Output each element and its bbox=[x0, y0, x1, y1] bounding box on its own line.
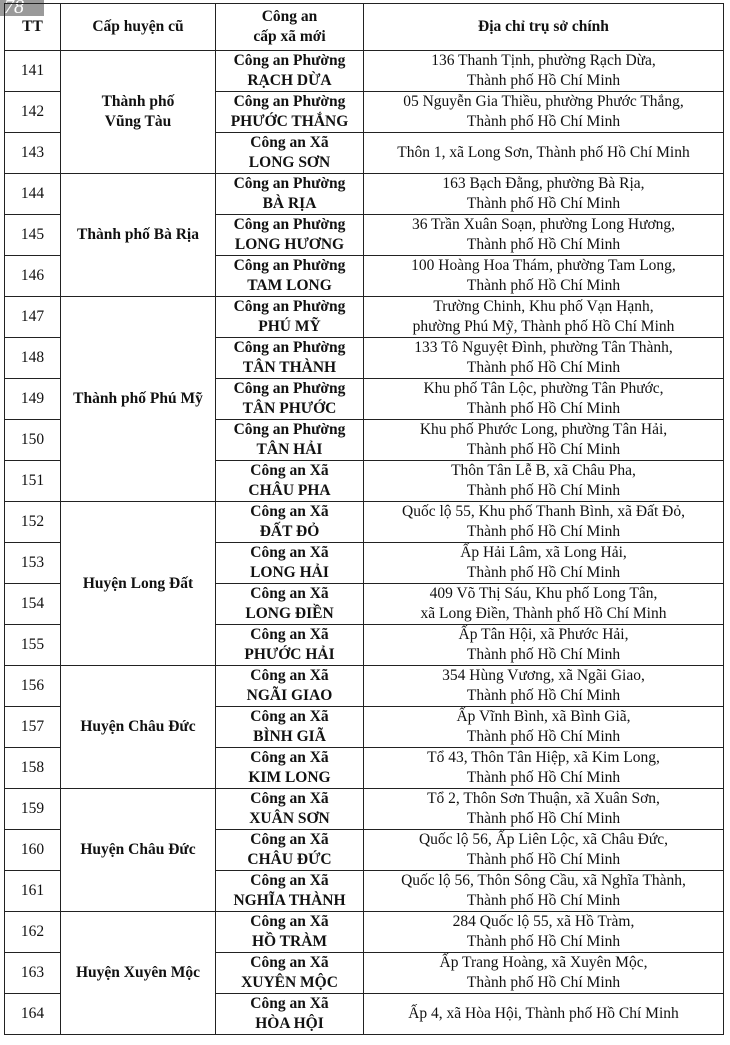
police-unit-name: TÂN THÀNH bbox=[242, 359, 337, 376]
row-number: 162 bbox=[5, 912, 61, 953]
police-unit-name: LONG ĐIỀN bbox=[245, 605, 334, 622]
police-unit-name: LONG SƠN bbox=[248, 154, 331, 171]
table-row bbox=[5, 174, 724, 215]
new-police-cell bbox=[216, 51, 364, 92]
new-police-cell bbox=[216, 789, 364, 830]
address-cell bbox=[364, 420, 724, 461]
address-line: Thành phố Hồ Chí Minh bbox=[466, 195, 621, 212]
address-line: Ấp Hải Lâm, xã Long Hải, bbox=[460, 544, 627, 561]
new-police-cell bbox=[216, 543, 364, 584]
address-line: phường Phú Mỹ, Thành phố Hồ Chí Minh bbox=[412, 318, 675, 335]
page-number: 78 bbox=[0, 0, 44, 16]
address-line: Ấp Tân Hội, xã Phước Hải, bbox=[458, 626, 629, 643]
police-unit-type: Công an Xã bbox=[250, 585, 329, 602]
address-line: 163 Bạch Đằng, phường Bà Rịa, bbox=[442, 175, 645, 192]
address-line: Khu phố Tân Lộc, phường Tân Phước, bbox=[423, 380, 664, 397]
address-line: xã Long Điền, Thành phố Hồ Chí Minh bbox=[420, 605, 667, 622]
address-line: Ấp Trang Hoàng, xã Xuyên Mộc, bbox=[439, 954, 648, 971]
address-line: Thành phố Hồ Chí Minh bbox=[466, 523, 621, 540]
police-unit-type: Công an Xã bbox=[250, 503, 329, 520]
address-line: Thành phố Hồ Chí Minh bbox=[466, 359, 621, 376]
address-line: Thành phố Hồ Chí Minh bbox=[466, 646, 621, 663]
police-unit-name: CHÂU ĐỨC bbox=[247, 851, 332, 868]
address-cell bbox=[364, 379, 724, 420]
police-unit-type: Công an Phường bbox=[233, 298, 346, 315]
address-cell bbox=[364, 912, 724, 953]
address-line: 133 Tô Nguyệt Đình, phường Tân Thành, bbox=[414, 339, 673, 356]
police-unit-type: Công an Xã bbox=[250, 667, 329, 684]
address-cell bbox=[364, 256, 724, 297]
police-unit-type: Công an Phường bbox=[233, 257, 346, 274]
row-number: 154 bbox=[5, 584, 61, 625]
address-cell bbox=[364, 133, 724, 174]
address-line: 136 Thanh Tịnh, phường Rạch Dừa, bbox=[431, 52, 656, 69]
old-district-line: Vũng Tàu bbox=[104, 113, 172, 130]
address-cell bbox=[364, 625, 724, 666]
police-unit-type: Công an Xã bbox=[250, 831, 329, 848]
row-number: 164 bbox=[5, 994, 61, 1035]
address-line: Thôn 1, xã Long Sơn, Thành phố Hồ Chí Minh bbox=[397, 144, 690, 161]
police-unit-type: Công an Xã bbox=[250, 462, 329, 479]
police-unit-name: ĐẤT ĐỎ bbox=[259, 523, 320, 540]
address-line: Thành phố Hồ Chí Minh bbox=[466, 113, 621, 130]
address-line: Thành phố Hồ Chí Minh bbox=[466, 72, 621, 89]
police-unit-name: PHÚ MỸ bbox=[258, 318, 321, 335]
address-cell bbox=[364, 502, 724, 543]
row-number: 142 bbox=[5, 92, 61, 133]
row-number: 155 bbox=[5, 625, 61, 666]
police-unit-type: Công an Xã bbox=[250, 995, 329, 1012]
address-line: 100 Hoàng Hoa Thám, phường Tam Long, bbox=[411, 257, 676, 274]
police-unit-name: TÂN PHƯỚC bbox=[242, 400, 337, 417]
header-address: Địa chỉ trụ sở chính bbox=[364, 4, 724, 51]
row-number: 151 bbox=[5, 461, 61, 502]
police-unit-name: BÌNH GIÃ bbox=[253, 728, 326, 745]
address-line: 05 Nguyễn Gia Thiều, phường Phước Thắng, bbox=[403, 93, 684, 110]
police-unit-type: Công an Phường bbox=[233, 421, 346, 438]
police-unit-type: Công an Xã bbox=[250, 134, 329, 151]
address-cell bbox=[364, 461, 724, 502]
address-line: 284 Quốc lộ 55, xã Hồ Tràm, bbox=[452, 913, 635, 930]
table-row bbox=[5, 51, 724, 92]
new-police-cell bbox=[216, 133, 364, 174]
new-police-cell bbox=[216, 215, 364, 256]
row-number: 152 bbox=[5, 502, 61, 543]
police-unit-name: RẠCH DỪA bbox=[247, 72, 332, 89]
new-police-cell bbox=[216, 92, 364, 133]
address-line: Thành phố Hồ Chí Minh bbox=[466, 236, 621, 253]
old-district-cell bbox=[61, 174, 216, 297]
police-unit-type: Công an Xã bbox=[250, 954, 329, 971]
address-line: Thôn Tân Lễ B, xã Châu Pha, bbox=[451, 462, 636, 479]
address-cell bbox=[364, 584, 724, 625]
address-cell bbox=[364, 174, 724, 215]
new-police-cell bbox=[216, 994, 364, 1035]
address-line: Thành phố Hồ Chí Minh bbox=[466, 974, 621, 991]
new-police-cell bbox=[216, 666, 364, 707]
row-number: 158 bbox=[5, 748, 61, 789]
new-police-cell bbox=[216, 502, 364, 543]
row-number: 148 bbox=[5, 338, 61, 379]
police-unit-name: PHƯỚC THẮNG bbox=[230, 113, 349, 130]
police-unit-type: Công an Phường bbox=[233, 339, 346, 356]
old-district-cell bbox=[61, 297, 216, 502]
new-police-cell bbox=[216, 748, 364, 789]
new-police-cell bbox=[216, 584, 364, 625]
police-unit-name: CHÂU PHA bbox=[248, 482, 331, 499]
police-unit-name: LONG HƯƠNG bbox=[234, 236, 345, 253]
table-body bbox=[5, 51, 724, 1035]
address-line: Thành phố Hồ Chí Minh bbox=[466, 769, 621, 786]
address-cell bbox=[364, 666, 724, 707]
header-old-district: Cấp huyện cũ bbox=[61, 4, 216, 51]
address-line: Quốc lộ 56, Thôn Sông Cầu, xã Nghĩa Thành, bbox=[401, 872, 686, 889]
header-new-police-line: cấp xã mới bbox=[253, 28, 326, 45]
police-unit-type: Công an Phường bbox=[233, 93, 346, 110]
new-police-cell bbox=[216, 625, 364, 666]
new-police-cell bbox=[216, 379, 364, 420]
address-line: Tổ 43, Thôn Tân Hiệp, xã Kim Long, bbox=[427, 749, 660, 766]
police-unit-name: PHƯỚC HẢI bbox=[244, 646, 335, 663]
address-line: 354 Hùng Vương, xã Ngãi Giao, bbox=[442, 667, 645, 684]
old-district-cell bbox=[61, 51, 216, 174]
old-district-line: Huyện Long Đất bbox=[82, 574, 194, 592]
police-unit-name: BÀ RỊA bbox=[262, 195, 317, 212]
old-district-cell bbox=[61, 912, 216, 1035]
table-row bbox=[5, 912, 724, 953]
table-row bbox=[5, 789, 724, 830]
new-police-cell bbox=[216, 461, 364, 502]
row-number: 146 bbox=[5, 256, 61, 297]
address-line: Tổ 2, Thôn Sơn Thuận, xã Xuân Sơn, bbox=[427, 790, 660, 807]
new-police-cell bbox=[216, 912, 364, 953]
address-line: Thành phố Hồ Chí Minh bbox=[466, 277, 621, 294]
address-line: 409 Võ Thị Sáu, Khu phố Long Tân, bbox=[429, 585, 658, 602]
address-cell bbox=[364, 543, 724, 584]
address-line: Trường Chinh, Khu phố Vạn Hạnh, bbox=[433, 298, 654, 315]
address-line: Quốc lộ 56, Ấp Liên Lộc, xã Châu Đức, bbox=[418, 831, 669, 848]
police-unit-type: Công an Phường bbox=[233, 52, 346, 69]
address-line: Thành phố Hồ Chí Minh bbox=[466, 400, 621, 417]
old-district-cell bbox=[61, 789, 216, 912]
address-line: Thành phố Hồ Chí Minh bbox=[466, 728, 621, 745]
address-cell bbox=[364, 297, 724, 338]
police-unit-name: XUÂN SƠN bbox=[249, 810, 330, 827]
address-line: Ấp Vĩnh Bình, xã Bình Giã, bbox=[456, 708, 631, 725]
row-number: 163 bbox=[5, 953, 61, 994]
police-unit-name: NGÃI GIAO bbox=[246, 687, 333, 704]
new-police-cell bbox=[216, 830, 364, 871]
address-line: Thành phố Hồ Chí Minh bbox=[466, 851, 621, 868]
address-cell bbox=[364, 92, 724, 133]
new-police-cell bbox=[216, 338, 364, 379]
address-line: Khu phố Phước Long, phường Tân Hải, bbox=[419, 421, 668, 438]
address-cell bbox=[364, 953, 724, 994]
police-unit-type: Công an Phường bbox=[233, 175, 346, 192]
table-header-row bbox=[5, 4, 724, 51]
police-unit-type: Công an Phường bbox=[233, 380, 346, 397]
address-line: Ấp 4, xã Hòa Hội, Thành phố Hồ Chí Minh bbox=[408, 1005, 679, 1022]
row-number: 141 bbox=[5, 51, 61, 92]
police-unit-name: TAM LONG bbox=[247, 277, 332, 294]
new-police-cell bbox=[216, 297, 364, 338]
police-unit-type: Công an Xã bbox=[250, 708, 329, 725]
new-police-cell bbox=[216, 256, 364, 297]
address-cell bbox=[364, 338, 724, 379]
address-line: Thành phố Hồ Chí Minh bbox=[466, 892, 621, 909]
old-district-line: Thành phố bbox=[101, 93, 175, 110]
police-unit-name: HÒA HỘI bbox=[255, 1015, 324, 1032]
row-number: 150 bbox=[5, 420, 61, 461]
new-police-cell bbox=[216, 707, 364, 748]
row-number: 149 bbox=[5, 379, 61, 420]
address-cell bbox=[364, 871, 724, 912]
old-district-cell bbox=[61, 502, 216, 666]
address-cell bbox=[364, 748, 724, 789]
police-unit-type: Công an Xã bbox=[250, 872, 329, 889]
police-unit-name: HỒ TRÀM bbox=[251, 933, 328, 950]
row-number: 161 bbox=[5, 871, 61, 912]
address-line: Thành phố Hồ Chí Minh bbox=[466, 810, 621, 827]
police-unit-type: Công an Xã bbox=[250, 544, 329, 561]
police-unit-name: KIM LONG bbox=[248, 769, 331, 786]
address-line: Quốc lộ 55, Khu phố Thanh Bình, xã Đất Đỏ, bbox=[402, 503, 685, 520]
old-district-line: Huyện Châu Đức bbox=[80, 718, 196, 735]
address-cell bbox=[364, 994, 724, 1035]
new-police-cell bbox=[216, 420, 364, 461]
row-number: 153 bbox=[5, 543, 61, 584]
row-number: 143 bbox=[5, 133, 61, 174]
police-unit-name: XUYÊN MỘC bbox=[241, 974, 338, 991]
header-new-police-line: Công an bbox=[261, 8, 318, 25]
old-district-line: Huyện Xuyên Mộc bbox=[76, 964, 200, 981]
row-number: 144 bbox=[5, 174, 61, 215]
police-unit-type: Công an Xã bbox=[250, 749, 329, 766]
police-unit-name: NGHĨA THÀNH bbox=[233, 892, 346, 909]
header-new-police bbox=[216, 4, 364, 51]
row-number: 157 bbox=[5, 707, 61, 748]
address-line: Thành phố Hồ Chí Minh bbox=[466, 564, 621, 581]
new-police-cell bbox=[216, 871, 364, 912]
police-unit-name: LONG HẢI bbox=[250, 564, 329, 581]
police-unit-type: Công an Phường bbox=[233, 216, 346, 233]
address-cell bbox=[364, 707, 724, 748]
police-unit-name: TÂN HẢI bbox=[256, 441, 323, 458]
old-district-line: Thành phố Phú Mỹ bbox=[73, 390, 203, 407]
old-district-cell bbox=[61, 666, 216, 789]
table-row bbox=[5, 666, 724, 707]
row-number: 160 bbox=[5, 830, 61, 871]
table-row bbox=[5, 502, 724, 543]
police-unit-type: Công an Xã bbox=[250, 913, 329, 930]
address-line: Thành phố Hồ Chí Minh bbox=[466, 441, 621, 458]
address-line: Thành phố Hồ Chí Minh bbox=[466, 482, 621, 499]
row-number: 159 bbox=[5, 789, 61, 830]
new-police-cell bbox=[216, 953, 364, 994]
address-cell bbox=[364, 789, 724, 830]
address-line: Thành phố Hồ Chí Minh bbox=[466, 933, 621, 950]
old-district-line: Huyện Châu Đức bbox=[80, 841, 196, 858]
old-district-line: Thành phố Bà Rịa bbox=[77, 226, 199, 243]
address-cell bbox=[364, 215, 724, 256]
police-unit-type: Công an Xã bbox=[250, 626, 329, 643]
address-cell bbox=[364, 51, 724, 92]
row-number: 147 bbox=[5, 297, 61, 338]
address-line: Thành phố Hồ Chí Minh bbox=[466, 687, 621, 704]
police-address-table bbox=[4, 3, 724, 1035]
row-number: 145 bbox=[5, 215, 61, 256]
table-row bbox=[5, 297, 724, 338]
police-unit-type: Công an Xã bbox=[250, 790, 329, 807]
new-police-cell bbox=[216, 174, 364, 215]
address-line: 36 Trần Xuân Soạn, phường Long Hương, bbox=[411, 216, 676, 233]
row-number: 156 bbox=[5, 666, 61, 707]
header-tt: TT bbox=[5, 4, 61, 51]
address-cell bbox=[364, 830, 724, 871]
